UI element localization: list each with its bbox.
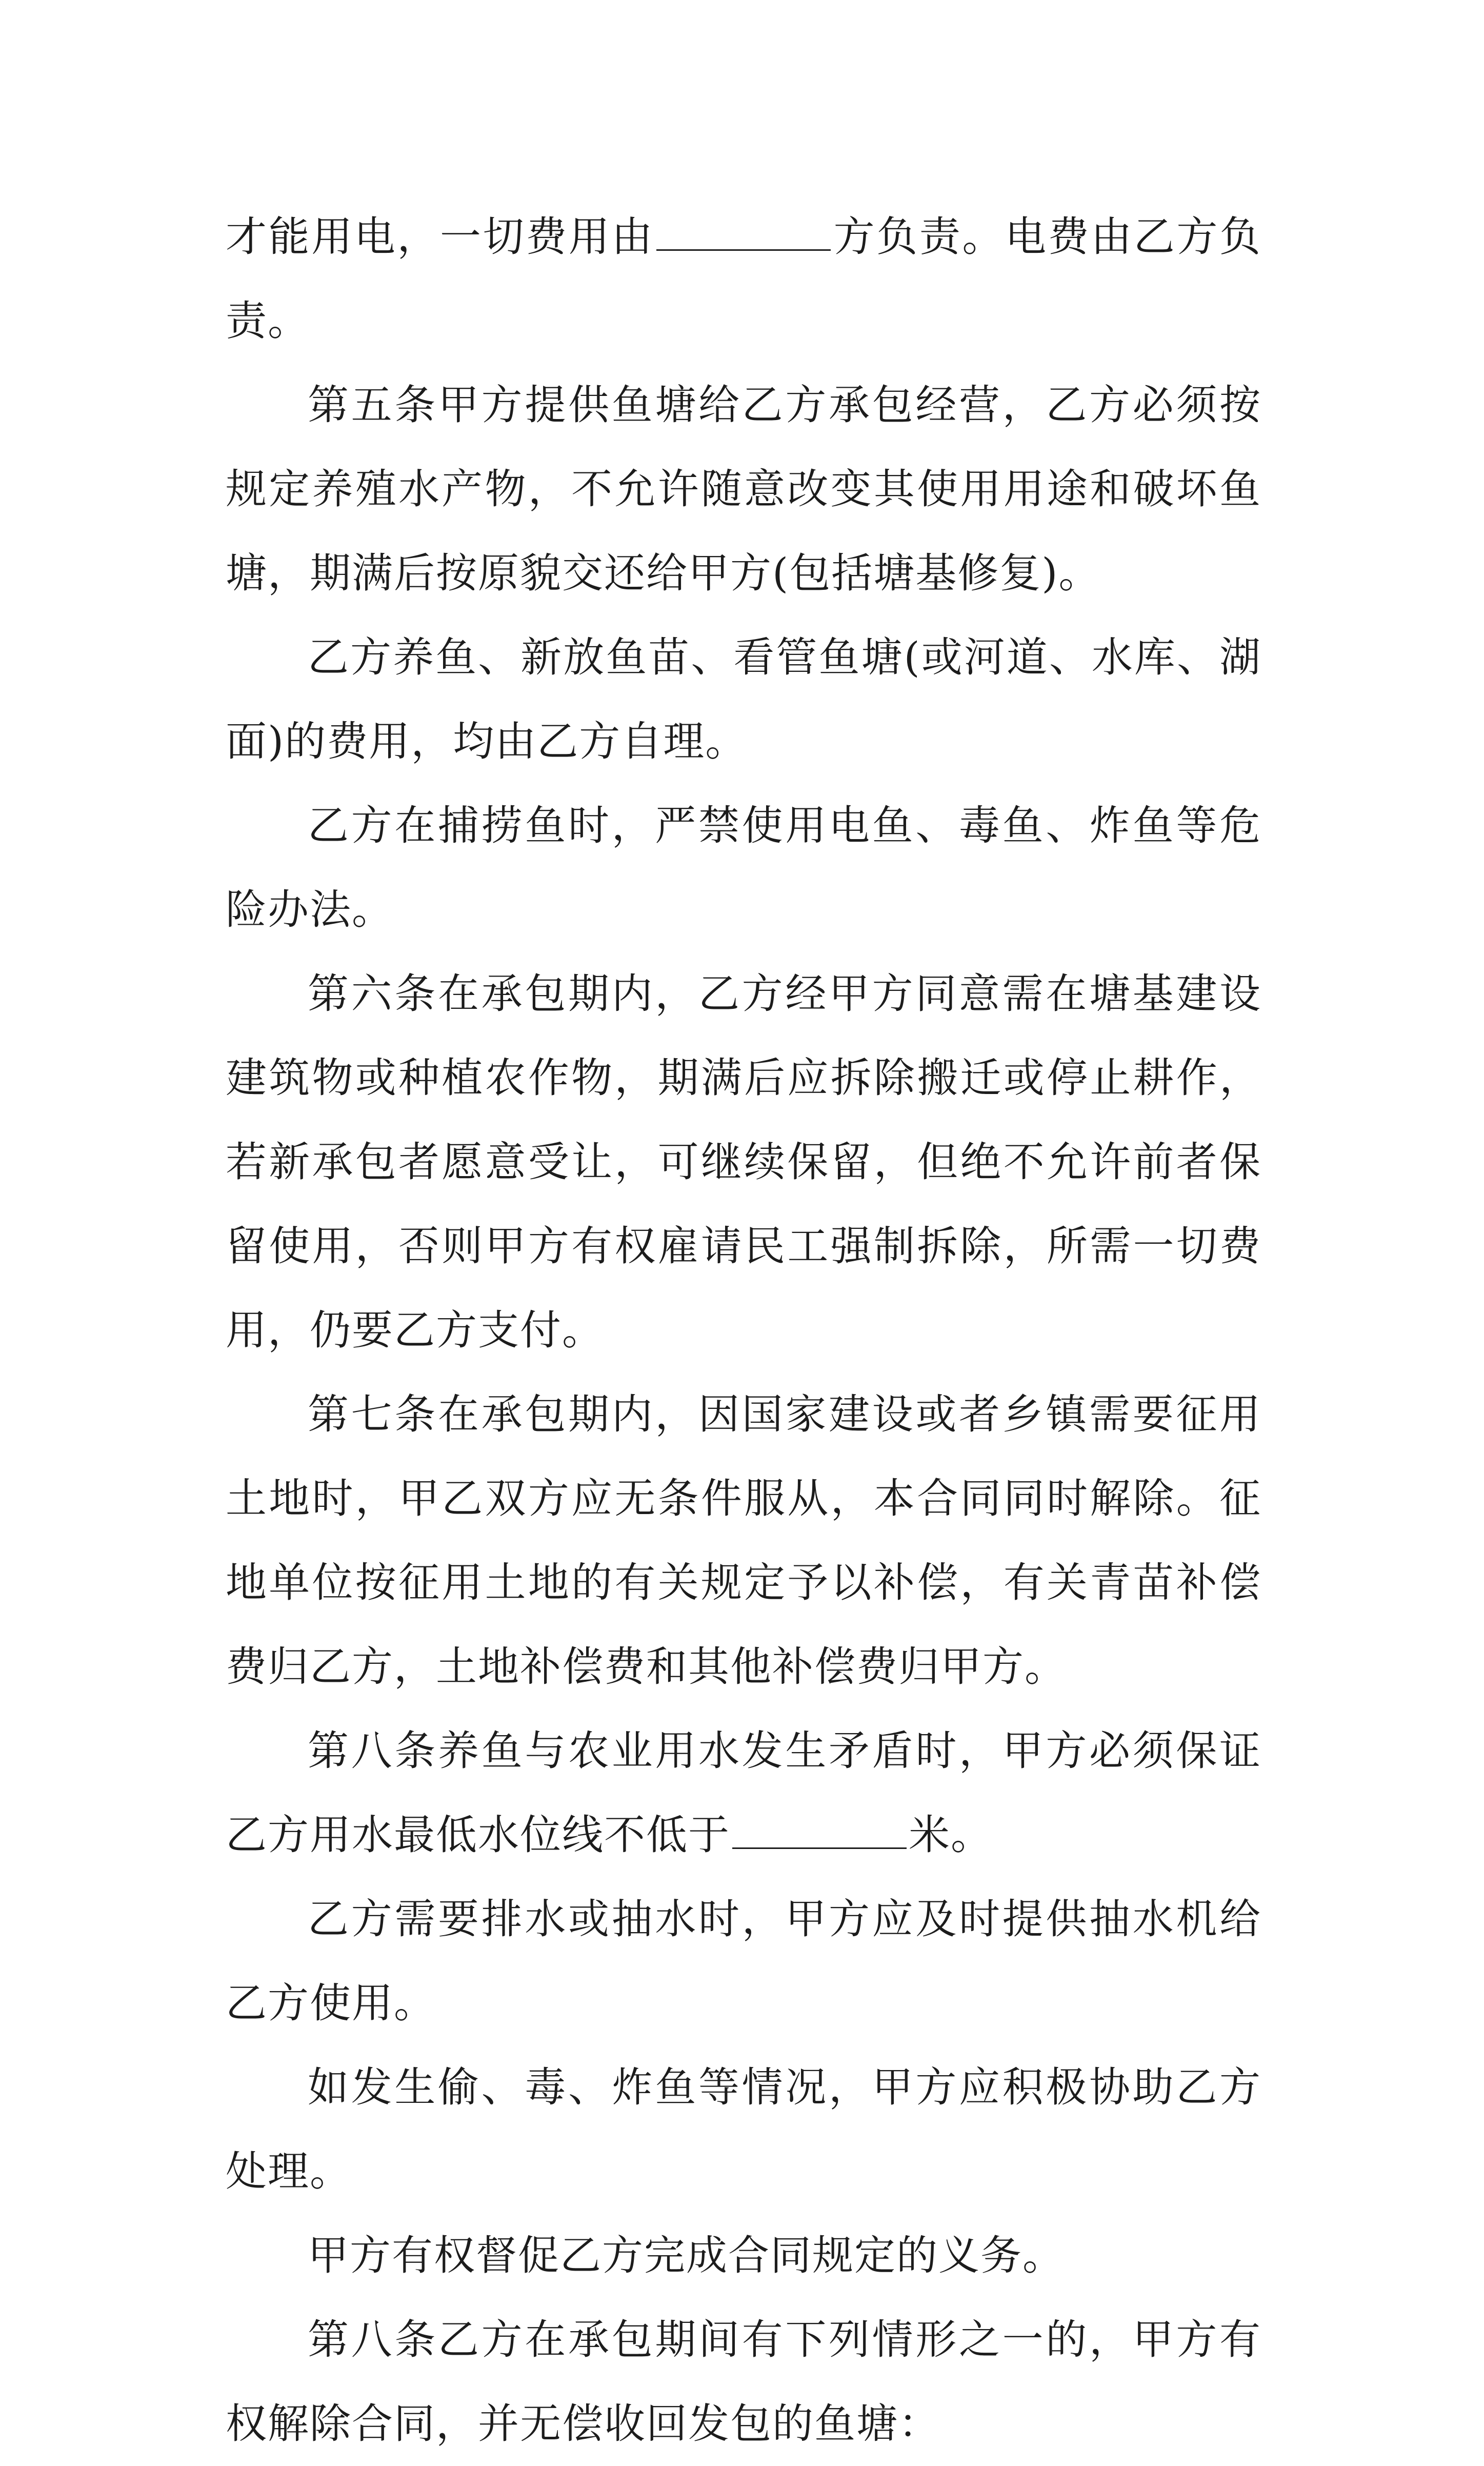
paragraph-text: 方负责。电费由乙方负责。 [226, 213, 1261, 345]
paragraph-text: 第六条在承包期内，乙方经甲方同意需在塘基建设建筑物或种植农作物，期满后应拆除搬迁或停止耕作，若新承包者愿意受让，可继续保留，但绝不允许前者保留使用，否则甲方有权雇请民工强制拆除，所需一切费用，仍要乙方支付。 [226, 970, 1261, 1354]
paragraph-p3 [226, 615, 1261, 784]
paragraph-p4 [226, 784, 1261, 952]
paragraph-text: 如发生偷、毒、炸鱼等情况，甲方应积极协助乙方处理。 [226, 2063, 1261, 2195]
paragraph-text: 乙方养鱼、新放鱼苗、看管鱼塘(或河道、水库、湖面)的费用，均由乙方自理。 [226, 633, 1261, 765]
paragraph-p9 [226, 2045, 1261, 2214]
paragraph-text: 乙方在捕捞鱼时，严禁使用电鱼、毒鱼、炸鱼等危险办法。 [226, 802, 1261, 933]
paragraph-text: 第八条养鱼与农业用水发生矛盾时，甲方必须保证乙方用水最低水位线不低于 [226, 1727, 1261, 1859]
paragraph-p10 [226, 2214, 1261, 2298]
paragraph-p5 [226, 952, 1261, 1373]
paragraph-text: 第五条甲方提供鱼塘给乙方承包经营，乙方必须按规定养殖水产物，不允许随意改变其使用用途和破坏鱼塘，期满后按原貌交还给甲方(包括塘基修复)。 [226, 381, 1261, 597]
paragraph-p7 [226, 1709, 1261, 1877]
document-body [226, 195, 1261, 2466]
paragraph-text: 第八条乙方在承包期间有下列情形之一的，甲方有权解除合同，并无偿收回发包的鱼塘： [226, 2316, 1261, 2448]
paragraph-text: 乙方需要排水或抽水时，甲方应及时提供抽水机给乙方使用。 [226, 1895, 1261, 2027]
paragraph-p8 [226, 1877, 1261, 2045]
paragraph-text: 米。 [909, 1811, 993, 1859]
fill-in-blank [732, 1817, 907, 1849]
paragraph-text: 才能用电，一切费用由 [226, 213, 654, 261]
paragraph-p2 [226, 363, 1261, 615]
paragraph-p11 [226, 2298, 1261, 2466]
paragraph-text: 第七条在承包期内，因国家建设或者乡镇需要征用土地时，甲乙双方应无条件服从，本合同同时解除。征地单位按征用土地的有关规定予以补偿，有关青苗补偿费归乙方，土地补偿费和其他补偿费归甲方。 [226, 1390, 1261, 1691]
paragraph-p1 [226, 195, 1261, 363]
fill-in-blank [656, 218, 831, 251]
paragraph-text: 甲方有权督促乙方完成合同规定的义务。 [308, 2232, 1065, 2279]
paragraph-p6 [226, 1373, 1261, 1709]
